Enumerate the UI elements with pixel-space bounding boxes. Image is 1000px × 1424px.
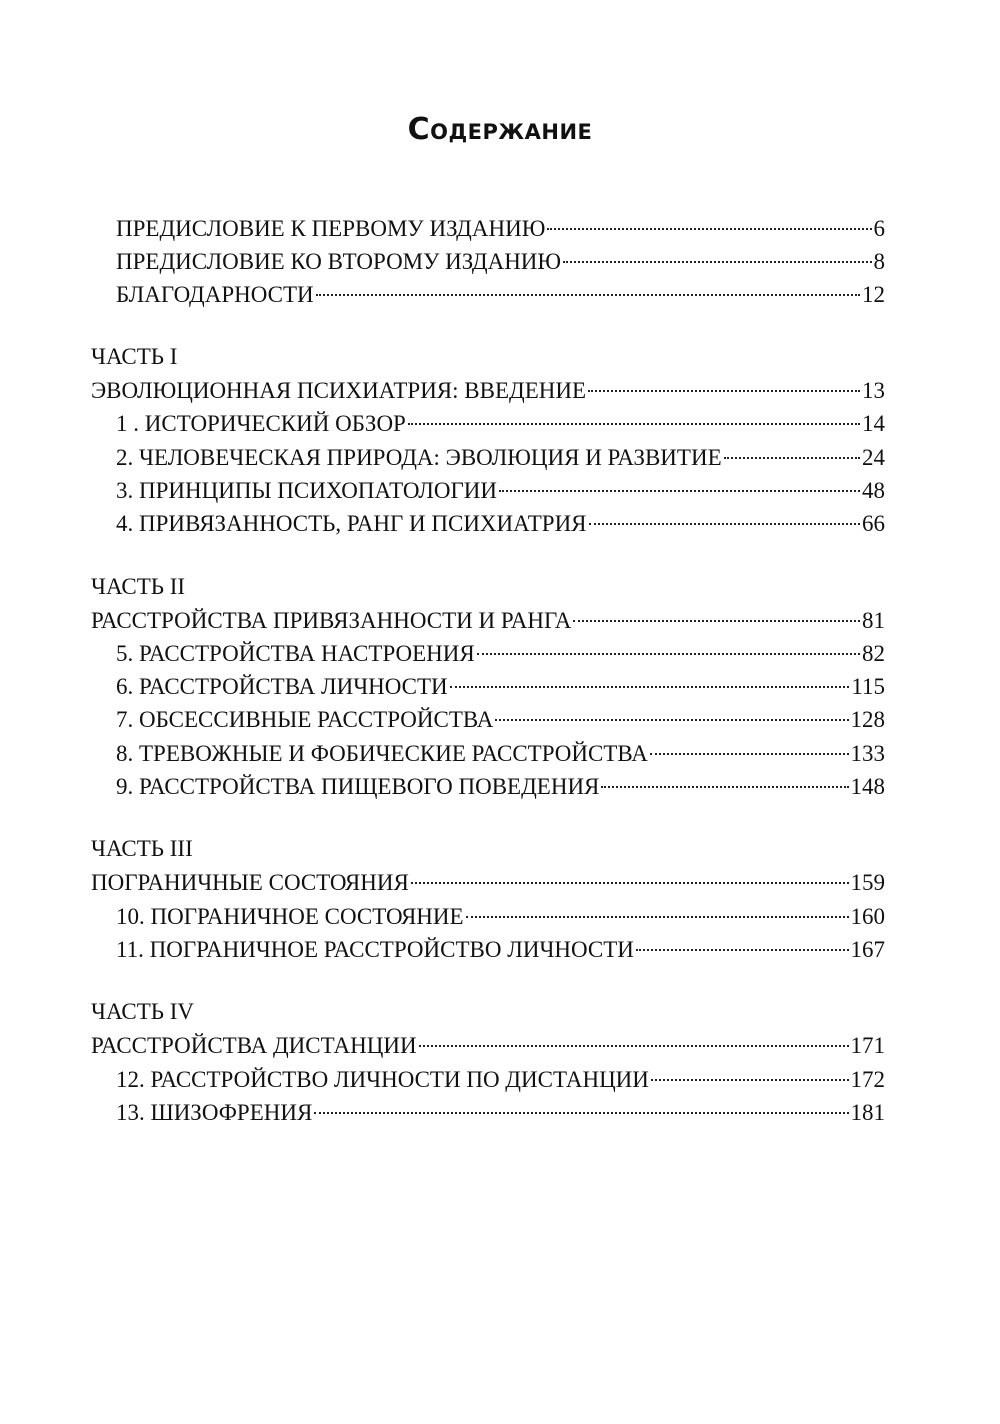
toc-entry[interactable] — [116, 409, 885, 439]
toc-entry-page: 66 — [862, 511, 885, 537]
part-page: 159 — [850, 870, 885, 896]
toc-entry-page: 12 — [862, 282, 885, 307]
toc-entry-label: ПРЕДИСЛОВИЕ К ПЕРВОМУ ИЗДАНИЮ — [116, 216, 546, 241]
toc-entry-page: 82 — [862, 640, 885, 666]
dot-leader — [588, 390, 860, 392]
toc-entry[interactable] — [116, 476, 885, 506]
dot-leader — [411, 882, 849, 884]
dot-leader — [589, 523, 860, 525]
toc-entry-page: 172 — [850, 1066, 885, 1092]
toc-entry-label: 4. ПРИВЯЗАННОСТЬ, РАНГ И ПСИХИАТРИЯ — [116, 511, 587, 537]
part-heading: ЧАСТЬ IV — [91, 999, 195, 1025]
toc-entry[interactable] — [116, 1098, 885, 1128]
toc-entry[interactable] — [116, 443, 885, 473]
part-heading: ЧАСТЬ III — [91, 836, 193, 862]
dot-leader — [563, 261, 871, 263]
toc-entry[interactable] — [116, 739, 885, 769]
dot-leader — [466, 916, 849, 918]
toc-entry-page: 160 — [850, 903, 885, 929]
dot-leader — [316, 294, 860, 296]
part-title: ЭВОЛЮЦИОННАЯ ПСИХИАТРИЯ: ВВЕДЕНИЕ — [91, 378, 587, 403]
page-title: Содержание — [407, 112, 593, 147]
toc-entry-page: 115 — [851, 674, 885, 700]
part-title-entry[interactable] — [91, 1031, 885, 1061]
part-heading: ЧАСТЬ II — [91, 573, 186, 599]
toc-entry-label: 3. ПРИНЦИПЫ ПСИХОПАТОЛОГИИ — [116, 477, 498, 503]
toc-entry-label: 13. ШИЗОФРЕНИЯ — [116, 1099, 313, 1125]
toc-entry-page: 24 — [862, 444, 885, 470]
toc-entry[interactable] — [116, 214, 885, 244]
dot-leader — [601, 786, 848, 788]
dot-leader — [636, 949, 849, 951]
toc-entry-label: 2. ЧЕЛОВЕЧЕСКАЯ ПРИРОДА: ЭВОЛЮЦИЯ И РАЗВИТИЕ — [116, 444, 722, 470]
part-page: 171 — [850, 1033, 885, 1059]
toc-entry[interactable] — [116, 935, 885, 965]
toc-entry-page: 48 — [862, 477, 885, 503]
dot-leader — [499, 490, 860, 492]
dot-leader — [314, 1112, 848, 1114]
dot-leader — [650, 753, 849, 755]
toc-entry-label: 9. РАССТРОЙСТВА ПИЩЕВОГО ПОВЕДЕНИЯ — [116, 774, 600, 799]
toc-entry-label: 11. ПОГРАНИЧНОЕ РАССТРОЙСТВО ЛИЧНОСТИ — [116, 936, 634, 962]
toc-entry-page: 167 — [850, 936, 885, 962]
toc-entry-page: 133 — [850, 740, 885, 766]
toc-entry[interactable] — [116, 509, 885, 539]
toc-entry[interactable] — [116, 247, 885, 277]
toc-entry-label: 6. РАССТРОЙСТВА ЛИЧНОСТИ — [116, 674, 448, 700]
toc-entry-label: 10. ПОГРАНИЧНОЕ СОСТОЯНИЕ — [116, 903, 464, 929]
dot-leader — [419, 1045, 849, 1047]
dot-leader — [651, 1079, 849, 1081]
part-heading: ЧАСТЬ I — [91, 344, 178, 369]
toc-entry-page: 148 — [850, 774, 885, 799]
toc-entry[interactable] — [116, 772, 885, 802]
toc-entry-page: 14 — [862, 411, 885, 437]
dot-leader — [573, 620, 860, 622]
dot-leader — [547, 228, 871, 230]
toc-entry-page: 8 — [873, 249, 885, 274]
part-title-entry[interactable] — [91, 376, 885, 406]
toc-entry-page: 181 — [850, 1099, 885, 1125]
toc-entry-page: 6 — [873, 216, 885, 241]
part-title-entry[interactable] — [91, 868, 885, 898]
toc-entry[interactable] — [116, 672, 885, 702]
part-title: ПОГРАНИЧНЫЕ СОСТОЯНИЯ — [91, 870, 409, 896]
toc-entry-label: 8. ТРЕВОЖНЫЕ И ФОБИЧЕСКИЕ РАССТРОЙСТВА — [116, 740, 648, 766]
toc-entry[interactable] — [116, 705, 885, 735]
part-title: РАССТРОЙСТВА ДИСТАНЦИИ — [91, 1033, 417, 1059]
toc-entry-label: 12. РАССТРОЙСТВО ЛИЧНОСТИ ПО ДИСТАНЦИИ — [116, 1066, 649, 1092]
part-page: 13 — [862, 378, 885, 403]
toc-entry-label: 1 . ИСТОРИЧЕСКИЙ ОБЗОР — [116, 411, 406, 437]
toc-entry[interactable] — [116, 280, 885, 310]
toc-entry-page: 128 — [850, 707, 885, 733]
dot-leader — [450, 686, 850, 688]
toc-entry[interactable] — [116, 1065, 885, 1095]
dot-leader — [495, 719, 848, 721]
dot-leader — [477, 653, 860, 655]
toc-entry-label: БЛАГОДАРНОСТИ — [116, 282, 314, 307]
toc-entry[interactable] — [116, 902, 885, 932]
part-title: РАССТРОЙСТВА ПРИВЯЗАННОСТИ И РАНГА — [91, 607, 572, 633]
toc-entry-label: 5. РАССТРОЙСТВА НАСТРОЕНИЯ — [116, 640, 475, 666]
toc-entry-label: ПРЕДИСЛОВИЕ КО ВТОРОМУ ИЗДАНИЮ — [116, 249, 562, 274]
part-title-entry[interactable] — [91, 606, 885, 636]
dot-leader — [724, 457, 860, 459]
toc-entry[interactable] — [116, 639, 885, 669]
part-page: 81 — [862, 607, 885, 633]
toc-entry-label: 7. ОБСЕССИВНЫЕ РАССТРОЙСТВА — [116, 707, 494, 733]
dot-leader — [408, 423, 860, 425]
